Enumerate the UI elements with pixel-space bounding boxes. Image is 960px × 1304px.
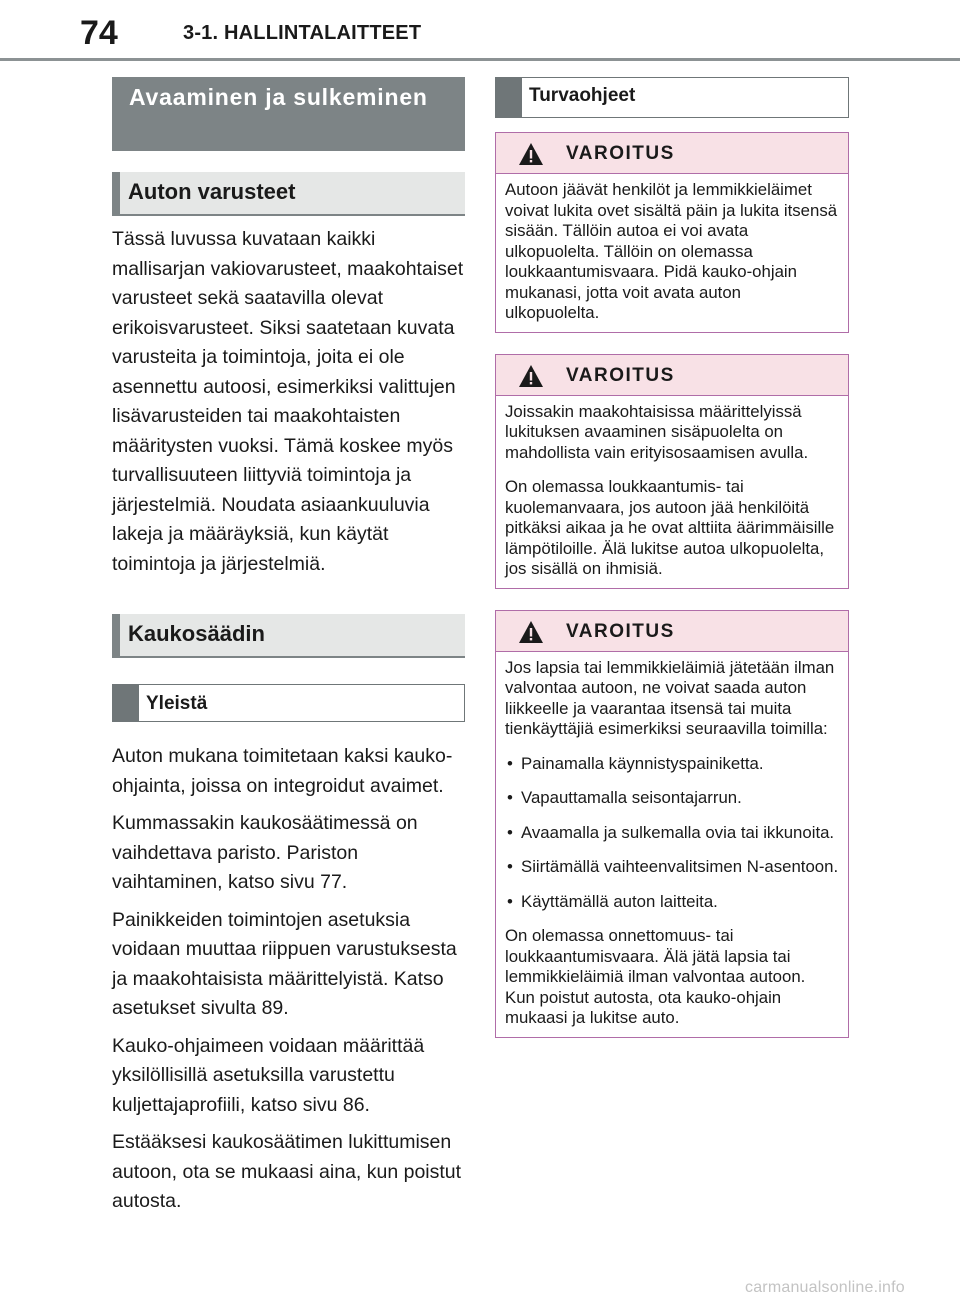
warning-header	[496, 133, 848, 174]
heading-turvaohjeet: Turvaohjeet	[495, 77, 849, 118]
warning-header	[496, 355, 848, 396]
warning-header	[496, 611, 848, 652]
warning-triangle-icon	[518, 364, 544, 388]
remote-paragraph-1: Auton mukana toimitetaan kaksi kauko-ohjainta, joissa on integroidut avaimet.	[112, 745, 453, 797]
warning-box-3	[495, 610, 849, 1038]
remote-paragraph-2: Kummassakin kaukosäätimessä on vaihdettava paristo. Pariston vaihtaminen, katso sivu 77.	[112, 812, 418, 893]
list-item: • Avaamalla ja sulkemalla ovia tai ikkunoita.	[505, 823, 839, 844]
warning-body	[496, 652, 848, 1037]
warning-body	[496, 174, 848, 332]
header-divider	[0, 58, 960, 61]
warning-box-2	[495, 354, 849, 589]
warning-label: VAROITUS	[566, 143, 675, 164]
chapter-title: Avaaminen ja sulkeminen	[112, 77, 465, 151]
warning-label: VAROITUS	[566, 364, 675, 386]
page-header	[0, 0, 960, 62]
remote-paragraph-4: Kauko-ohjaimeen voidaan määrittää yksilöllisillä asetuksilla varustettu kuljettajaprofiili, katso sivu 86.	[112, 1034, 425, 1116]
heading-yleista: Yleistä	[112, 684, 465, 722]
warning-text: Joissakin maakohtaisissa määrittelyissä lukituksen avaaminen sisäpuolelta on mahdollista vain erityisosaamisen avulla.	[505, 401, 809, 462]
page-number: 74	[80, 14, 118, 52]
heading-kaukosaadin: Kaukosäädin	[112, 614, 465, 658]
list-item: • Siirtämällä vaihteenvalitsimen N-asentoon.	[505, 857, 839, 878]
list-item: • Vapauttamalla seisontajarrun.	[505, 788, 839, 809]
remote-paragraph-3: Painikkeiden toimintojen asetuksia voidaan muuttaa riippuen varustuksesta ja maakohtaisista määrittelyistä. Katso asetukset sivulta 89.	[112, 908, 457, 1019]
list-item: • Painamalla käynnistyspainiketta.	[505, 754, 839, 775]
remote-paragraph-5: Estääksesi kaukosäätimen lukittumisen autoon, ota se mukaasi aina, kun poistut autosta.	[112, 1131, 462, 1212]
warning-box-1	[495, 132, 849, 333]
left-column	[112, 77, 465, 1217]
warning-intro: Jos lapsia tai lemmikkieläimiä jätetään ilman valvontaa autoon, ne voivat saada auton liikkeelle ja vaarantaa itsensä tai muita tienkäyttäjiä esimerkiksi seuraavilla toimilla:	[505, 657, 835, 738]
right-column	[495, 77, 849, 1038]
heading-auton-varusteet: Auton varusteet	[112, 172, 465, 216]
warning-bullet-list	[505, 754, 839, 913]
warning-triangle-icon	[518, 142, 544, 166]
warning-body	[496, 396, 848, 588]
section-title: 3-1. HALLINTALAITTEET	[183, 22, 422, 44]
list-item: • Käyttämällä auton laitteita.	[505, 892, 839, 913]
warning-triangle-icon	[518, 620, 544, 644]
equipment-paragraph: Tässä luvussa kuvataan kaikki mallisarjan vakiovarusteet, maakohtaiset varusteet sekä saatavilla olevat erikoisvarusteet. Siksi saatetaan kuvata varusteita ja toimintoja, joita ei ole asennettu autoosi, esimerkiksi valittujen lisävarusteiden tai maakohtaisten määritysten vuoksi. Tämä koskee myös turvallisuuteen liittyviä toimintoja ja järjestelmiä. Noudata asiaankuuluvia lakeja ja määräyksiä, kun käytät toimintoja ja järjestelmiä.	[112, 228, 464, 575]
warning-text: Autoon jäävät henkilöt ja lemmikkieläimet voivat lukita ovet sisältä päin ja lukita itsensä sisään. Tällöin autoa ei voi avata ulkopuolelta. Tällöin on olemassa loukkaantumisvaara. Pidä kauko-ohjain mukanasi, jotta voit avata auton ulkopuolelta.	[505, 180, 838, 322]
warning-text: On olemassa loukkaantumis- tai kuolemanvaara, jos autoon jää henkilöitä pitkäksi aikaa ja he ovat alttiita äärimmäisille lämpötiloille. Älä lukitse autoa ulkopuolelta, jos sisällä on ihmisiä.	[505, 477, 835, 578]
watermark: carmanualsonline.info	[745, 1279, 905, 1296]
warning-label: VAROITUS	[566, 620, 675, 642]
warning-outro: On olemassa onnettomuus- tai loukkaantumisvaara. Älä jätä lapsia tai lemmikkieläimiä ilman valvontaa autoon. Kun poistut autosta, ota kauko-ohjain mukaasi ja lukitse auto.	[505, 926, 806, 1027]
